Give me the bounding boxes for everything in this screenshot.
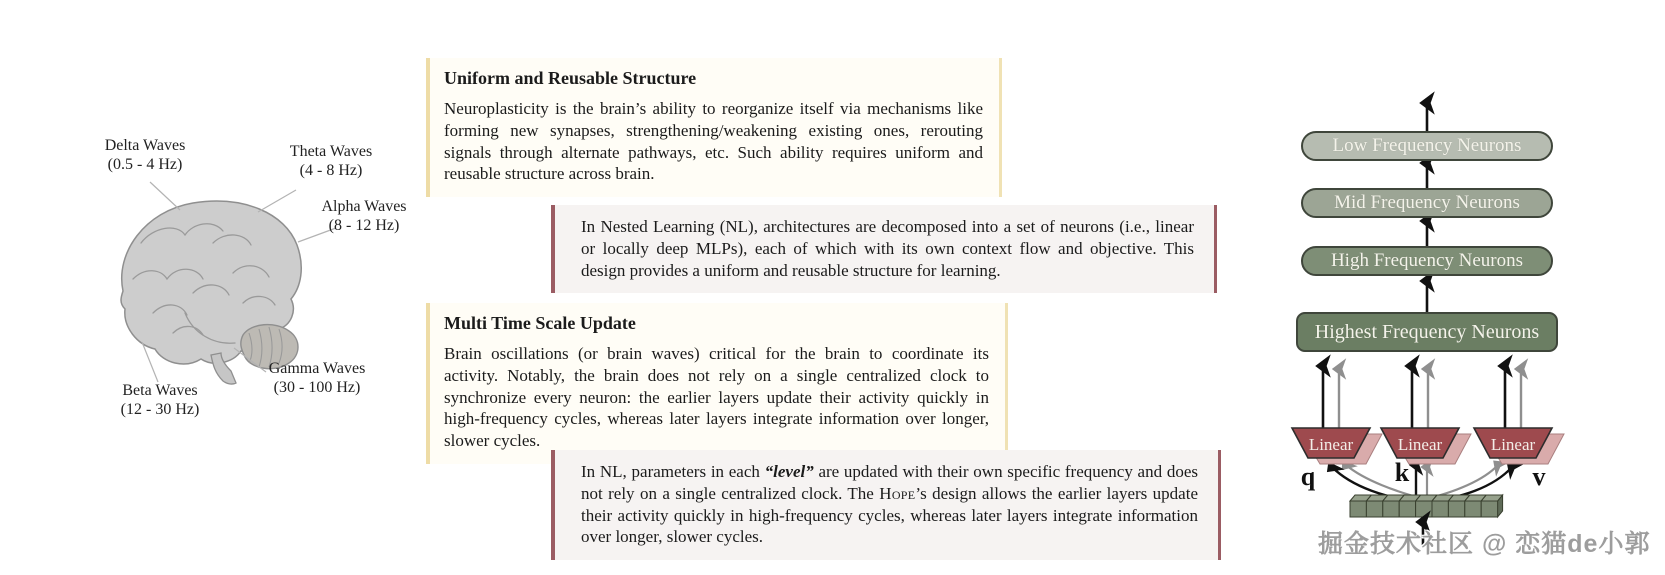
k-symbol: k — [1394, 458, 1410, 487]
wave-label-beta: Beta Waves (12 - 30 Hz) — [120, 382, 200, 418]
v-symbol: v — [1532, 462, 1546, 491]
layer-pill-low — [1301, 131, 1553, 161]
layer-label: High Frequency Neurons — [1330, 250, 1524, 271]
brain-illustration — [93, 183, 323, 388]
wave-label-theta: Theta Waves (4 - 8 Hz) — [289, 143, 373, 179]
level-term: “level” — [764, 462, 814, 481]
linear-label: Linear — [1308, 435, 1354, 454]
quote-text-segment: are updated with their own specific frequency and does not rely on a single centralized clock. The — [581, 462, 1198, 503]
linear-label: Linear — [1490, 435, 1536, 454]
note-multi-time-scale — [426, 303, 1008, 464]
quote-nl-structure — [551, 205, 1217, 293]
wave-label-gamma: Gamma Waves (30 - 100 Hz) — [268, 360, 366, 396]
note-title: Uniform and Reusable Structure — [444, 68, 697, 88]
quote-text-segment: In NL, parameters in each — [581, 462, 765, 481]
layer-label: Low Frequency Neurons — [1332, 135, 1522, 156]
layer-pill-mid — [1301, 188, 1553, 218]
hope-term: Hope — [879, 483, 916, 503]
layer-label: Highest Frequency Neurons — [1314, 320, 1540, 343]
layer-pill-highest — [1296, 312, 1558, 352]
quote-body — [581, 461, 1198, 548]
q-symbol: q — [1300, 462, 1316, 491]
projection-up-arrows — [1323, 366, 1521, 428]
linear-label: Linear — [1397, 435, 1443, 454]
note-body: Neuroplasticity is the brain’s ability to reorganize itself via mechanisms like forming new synapses, strengthening/weakening existing ones, rerouting signals through alternate pathways, etc. Such ability requires uniform and reusable structure across brain. — [444, 99, 983, 184]
wave-label-delta: Delta Waves (0.5 - 4 Hz) — [104, 137, 186, 173]
token-sequence — [1350, 495, 1503, 517]
quote-body: In Nested Learning (NL), architectures are decomposed into a set of neurons (i.e., linear or locally deep MLPs), each of which with its own context flow and objective. This design provides a uniform and reusable structure for learning. — [581, 217, 1194, 280]
quote-text-segment: ’s design allows the earlier layers update their activity quickly in high-frequency cycles, whereas later layers integrate information over longer, slower cycles. — [581, 483, 1198, 547]
note-title: Multi Time Scale Update — [444, 313, 636, 333]
layer-label: Mid Frequency Neurons — [1334, 192, 1520, 213]
note-body: Brain oscillations (or brain waves) critical for the brain to coordinate its activity. Notably, the brain does not rely on a single centralized clock to synchronize every neuron: the earlier layers update their activity quickly in high-frequency cycles, whereas later layers integrate information over longer, slower cycles. — [444, 344, 989, 450]
wave-label-alpha: Alpha Waves (8 - 12 Hz) — [321, 198, 407, 234]
linear-projection-v — [1474, 428, 1564, 464]
note-uniform-structure — [426, 58, 1002, 197]
watermark-text: 掘金技术社区 @ 恋猫de小郭 — [1318, 530, 1651, 558]
layer-pill-high — [1301, 246, 1553, 276]
linear-projection-q — [1292, 428, 1382, 464]
quote-nl-update — [551, 450, 1221, 560]
